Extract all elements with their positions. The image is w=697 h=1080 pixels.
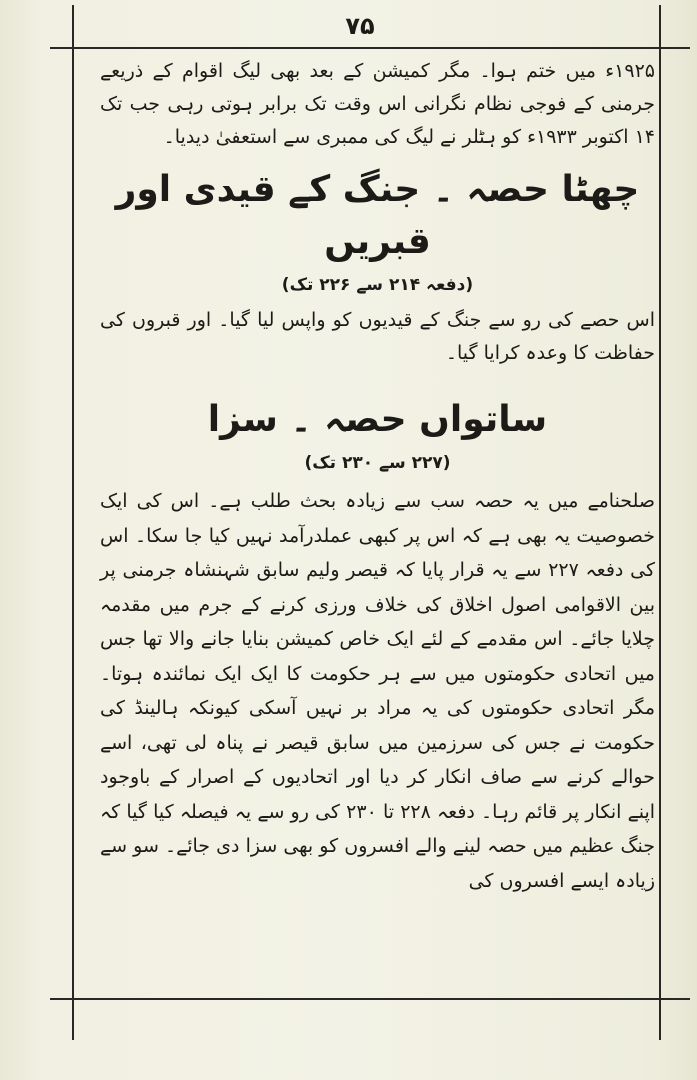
left-margin-rule [72, 5, 74, 1040]
paragraph-prisoners-graves: اس حصے کی رو سے جنگ کے قیدیوں کو واپس لیا گیا۔ اور قبروں کی حفاظت کا وعدہ کرایا گیا۔ [100, 309, 655, 364]
bottom-rule [50, 998, 690, 1000]
section-6-article-range: (دفعہ ۲۱۴ سے ۲۲۶ تک) [281, 275, 474, 295]
section-7-heading: ساتواں حصہ ۔ سزا [207, 399, 548, 440]
paragraph-league-supervision: ۱۹۲۵ء میں ختم ہوا۔ مگر کمیشن کے بعد بھی لیگ اقوام کے ذریعے جرمنی کے فوجی نظام نگرانی اس وقت تک برابر ہوتی رہی جب تک ۱۴ اکتوبر ۱۹۳۳ء کو ہٹلر نے لیگ کی ممبری سے استعفیٰ دیدیا۔ [100, 60, 655, 148]
paragraph-punishment: صلحنامے میں یہ حصہ سب سے زیادہ بحث طلب ہے۔ اس کی ایک خصوصیت یہ بھی ہے کہ اس پر کبھی عملدرآمد نہیں کیا جا سکا۔ اس کی دفعہ ۲۲۷ سے یہ قرار پایا کہ قیصر ولیم سابق شہنشاہ جرمنی پر بین الاقوامی اصول اخلاق کی خلاف ورزی کرنے کے جرم میں مقدمہ چلایا جائے۔ اس مقدمے کے لئے ایک خاص کمیشن بنایا جانے والا تھا جس میں اتحادی حکومتوں میں سے ہر حکومت کا ایک ایک نمائندہ ہوتا۔ مگر اتحادی حکومتوں کی یہ مراد بر نہیں آسکی کیونکہ ہالینڈ کی حکومت نے جس کی سرزمین میں سابق قیصر نے پناہ لی تھی، اسے حوالے کرنے سے صاف انکار کر دیا اور اتحادیوں کے اصرار کے باوجود اپنے انکار پر قائم رہا۔ دفعہ ۲۲۸ تا ۲۳۰ کی رو سے یہ فیصلہ کیا گیا کہ جنگ عظیم میں حصہ لینے والے افسروں کو بھی سزا دی جائے۔ سو سے زیادہ ایسے افسروں کی [100, 490, 656, 892]
section-7-article-range: (۲۲۷ سے ۲۳۰ تک) [304, 453, 451, 473]
right-margin-rule [659, 5, 661, 1040]
page-number: ۷۵ [345, 12, 375, 40]
top-rule [50, 47, 690, 49]
page-text [100, 55, 655, 898]
section-6-heading: چھٹا حصہ ۔ جنگ کے قیدی اور قبریں [115, 169, 640, 262]
